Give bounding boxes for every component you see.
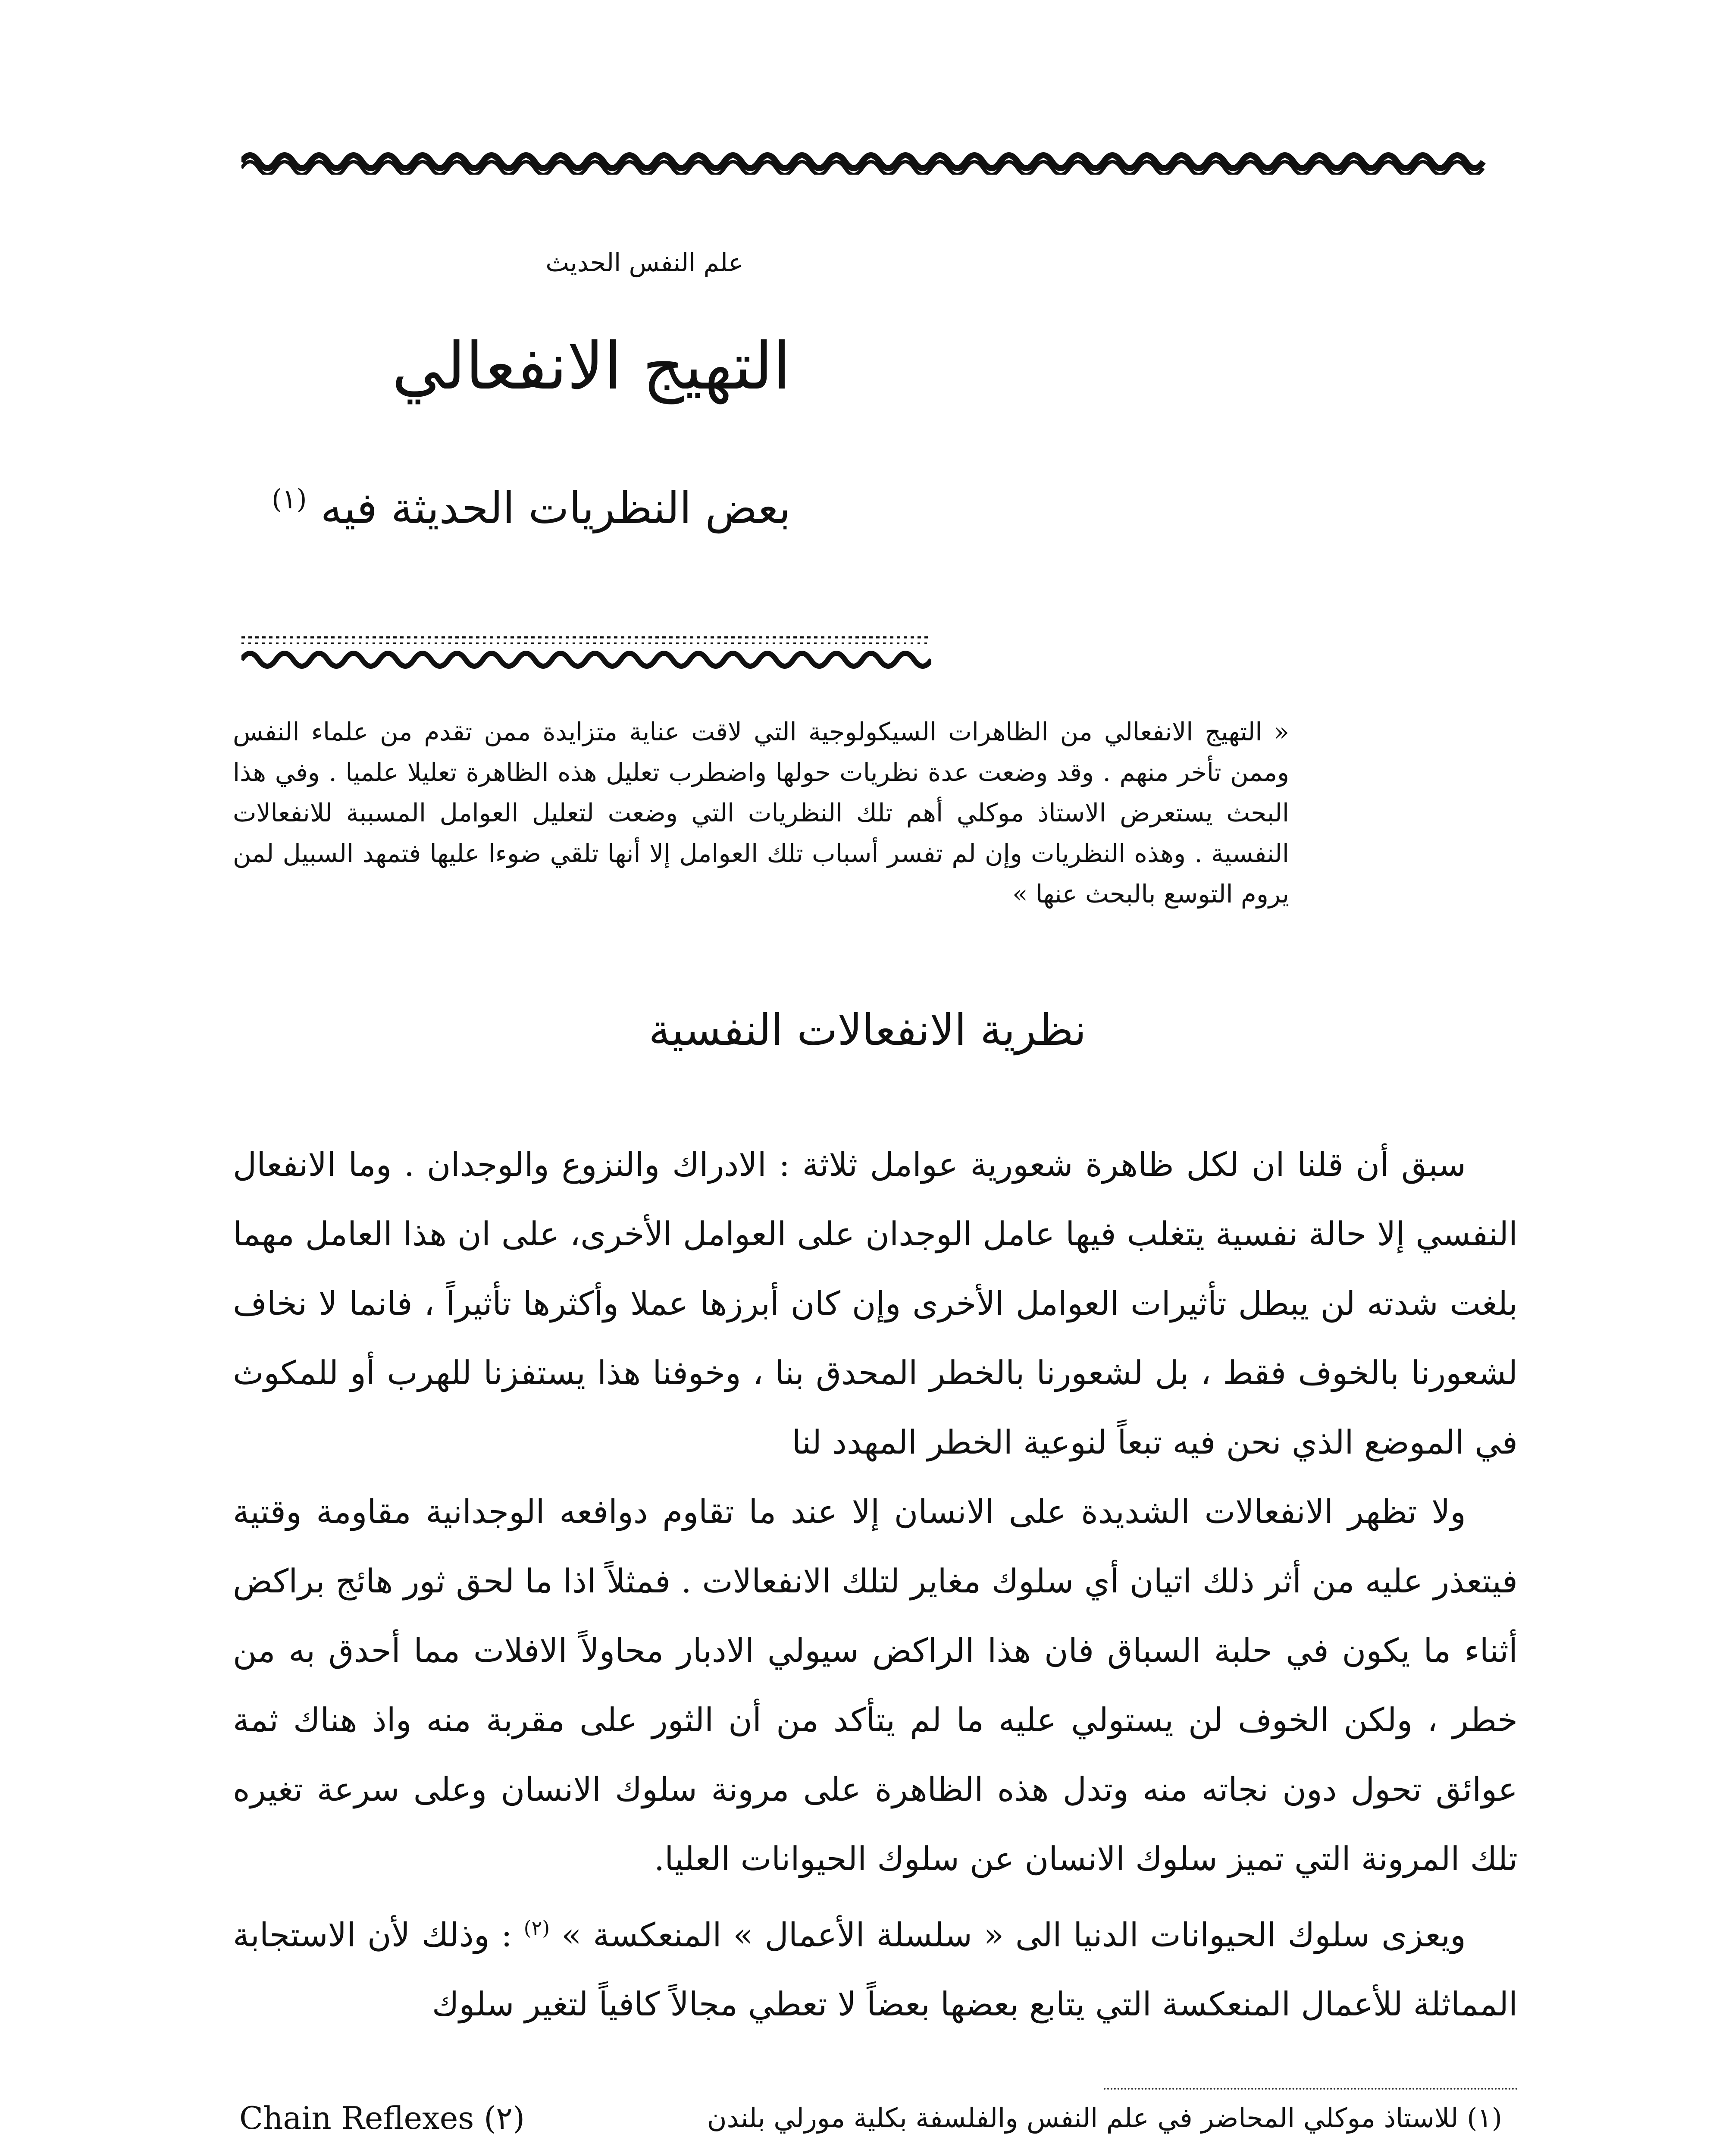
section-label: علم النفس الحديث bbox=[545, 248, 743, 277]
footnote-divider bbox=[1104, 2088, 1518, 2090]
footnote-marker-1: (١) bbox=[271, 483, 307, 515]
body-paragraph-3 bbox=[233, 1893, 1518, 2039]
top-ornament-border bbox=[241, 149, 1492, 175]
body-text bbox=[233, 1130, 1518, 2039]
body-paragraph-1: سبق أن قلنا ان لكل ظاهرة شعورية عوامل ثلاثة : الادراك والنزوع والوجدان . وما الانفعال النفسي إلا حالة نفسية يتغلب فيها عامل الوجدان على العوامل الأخرى، على ان هذا العامل مهما بلغت شدته لن يبطل تأثيرات العوامل الأخرى وإن كان أبرزها عملا وأكثرها تأثيراً ، فانما لا نخاف لشعورنا بالخوف فقط ، بل لشعورنا بالخطر المحدق بنا ، وخوفنا هذا يستفزنا للهرب أو للمكوث في الموضع الذي نحن فيه تبعاً لنوعية الخطر المهدد لنا bbox=[233, 1145, 1518, 1461]
footnote-2-mark: (٢) bbox=[484, 2100, 525, 2136]
paragraph-3-end: : وذلك لأن الاستجابة المماثلة للأعمال المنعكسة التي يتابع بعضها بعضاً لا تعطي مجالاً كافياً لتغير سلوك bbox=[233, 1915, 1518, 2024]
footnote-1: (١) للاستاذ موكلي المحاضر في علم النفس والفلسفة بكلية مورلي بلندن bbox=[707, 2102, 1502, 2134]
page-title: التهيج الانفعالي bbox=[391, 329, 791, 404]
body-paragraph-2: ولا تظهر الانفعالات الشديدة على الانسان إلا عند ما تقاوم دوافعه الوجدانية مقاومة وقتية فيتعذر عليه من أثر ذلك اتيان أي سلوك مغاير لتلك الانفعالات . فمثلاً اذا ما لحق ثور هائج براكض أثناء ما يكون في حلبة السباق فان هذا الراكض سيولي الادبار محاولاً الافلات مما أحدق به من خطر ، ولكن الخوف لن يستولي عليه ما لم يتأكد من أن الثور على مقربة منه واذ هناك ثمة عوائق تحول دون نجاته منه وتدل هذه الظاهرة على مرونة سلوك الانسان وعلى سرعة تغيره تلك المرونة التي تميز سلوك الانسان عن سلوك الحيوانات العليا. bbox=[233, 1492, 1518, 1878]
section-heading: نظرية الانفعالات النفسية bbox=[648, 1005, 1087, 1055]
subtitle-text: بعض النظريات الحديثة فيه bbox=[320, 483, 791, 533]
footnote-marker-2: (٢) bbox=[523, 1916, 550, 1940]
footnote-2-term: Chain Reflexes bbox=[239, 2100, 474, 2136]
paragraph-3-start: ويعزى سلوك الحيوانات الدنيا الى « سلسلة الأعمال » المنعكسة » bbox=[561, 1915, 1466, 1954]
page-subtitle bbox=[187, 483, 791, 533]
abstract-paragraph: « التهيج الانفعالي من الظاهرات السيكولوجية التي لاقت عناية متزايدة ممن تقدم من علماء النفس وممن تأخر منهم . وقد وضعت عدة نظريات حولها واضطرب تعليل هذه الظاهرة تعليلا علميا . وفي هذا البحث يستعرض الاستاذ موكلي أهم تلك النظريات التي وضعت لتعليل العوامل المسببة للانفعالات النفسية . وهذه النظريات وإن لم تفسر أسباب تلك العوامل إلا أنها تلقي ضوءا عليها فتمهد السبيل لمن يروم التوسع بالبحث عنها » bbox=[233, 717, 1289, 909]
footnote-2 bbox=[239, 2100, 735, 2136]
mid-ornament-border bbox=[241, 634, 931, 673]
